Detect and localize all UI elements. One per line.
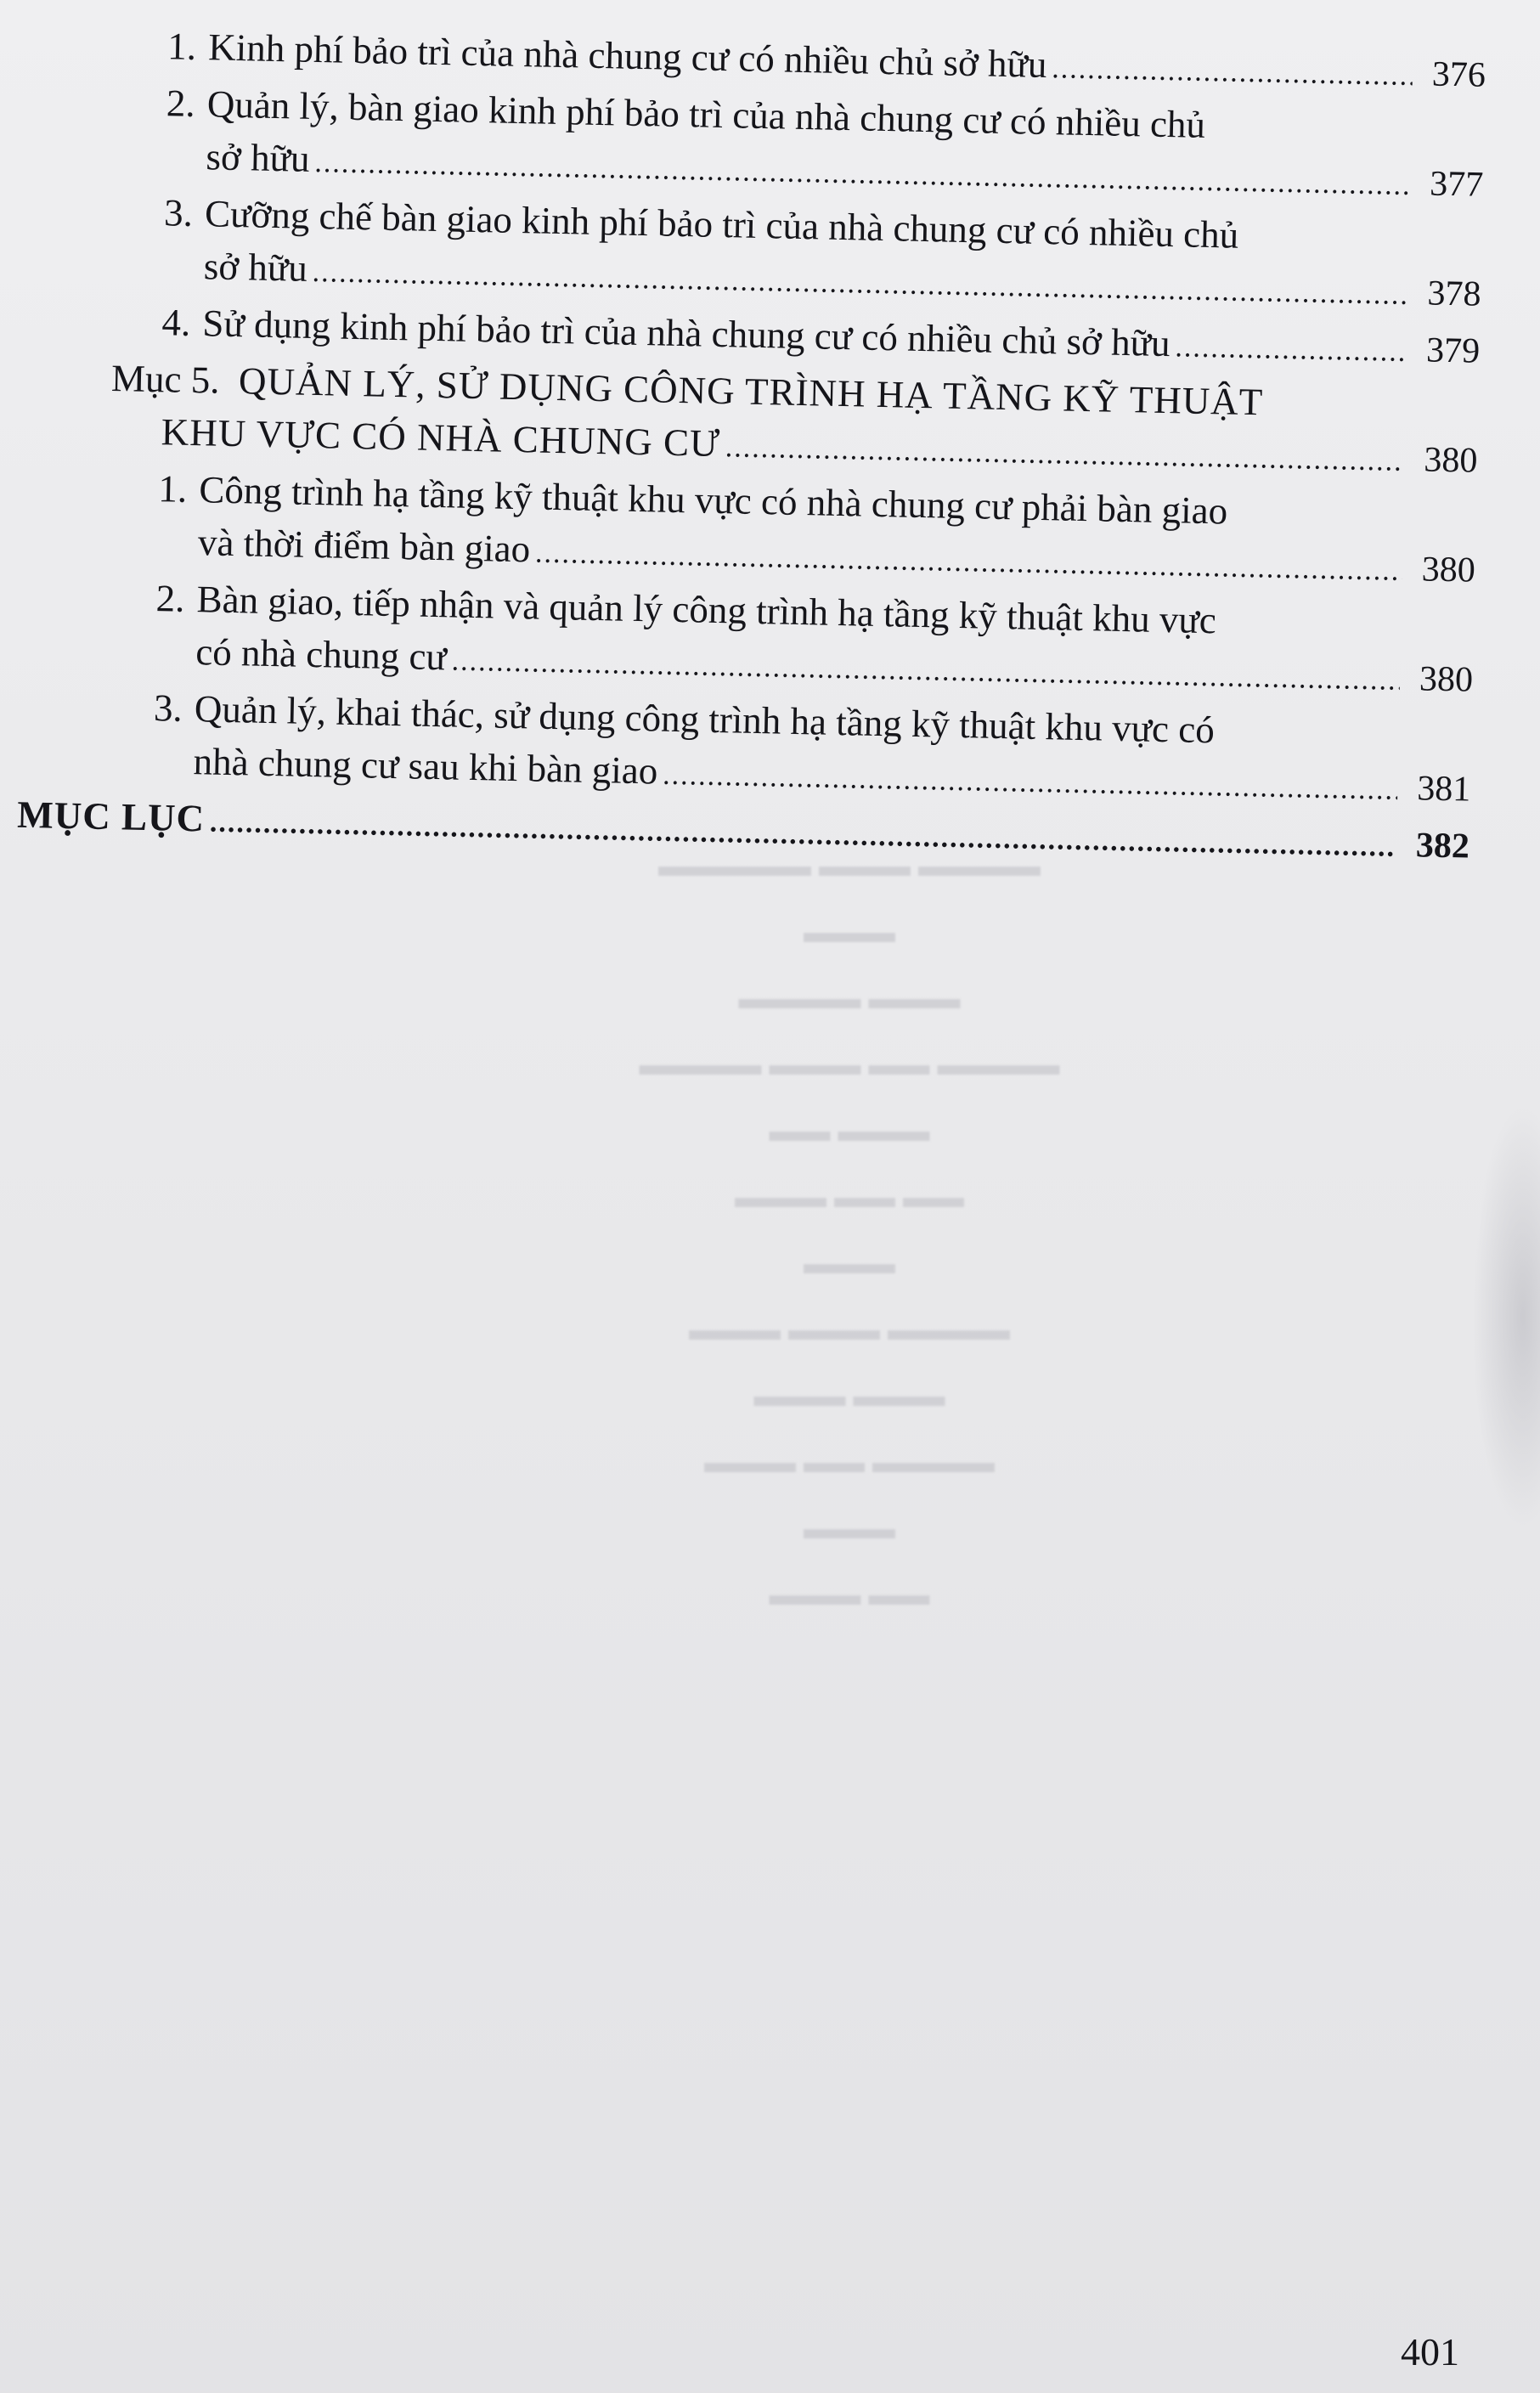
toc-entry-title-cont: sở hữu bbox=[206, 135, 311, 180]
dot-leader bbox=[1052, 42, 1413, 103]
toc-entry-page: 376 bbox=[1431, 54, 1486, 95]
page-shadow bbox=[1472, 1104, 1540, 1529]
toc-entry-title-cont: nhà chung cư sau khi bàn giao bbox=[193, 740, 658, 793]
toc-entry-title: Quản lý, khai thác, sử dụng công trình hạ tầng kỹ thuật khu vực có bbox=[194, 687, 1216, 752]
toc-entry-title-cont: có nhà chung cư bbox=[195, 630, 448, 679]
section-label: Mục 5. bbox=[110, 357, 221, 402]
toc-entry-number: 1. bbox=[166, 25, 197, 69]
toc-entry-number: 2. bbox=[166, 82, 196, 125]
toc-entry-number: 4. bbox=[161, 301, 191, 344]
toc-entry-title: Sử dụng kinh phí bảo trì của nhà chung cư có nhiều chủ sở hữu bbox=[201, 302, 1171, 365]
toc-entry-page: 380 bbox=[1419, 659, 1474, 700]
toc-entry-title: Bàn giao, tiếp nhận và quản lý công trình hạ tầng kỹ thuật khu vực bbox=[196, 578, 1217, 642]
section-title-cont: KHU VỰC CÓ NHÀ CHUNG CƯ bbox=[161, 410, 721, 466]
toc-final-page: 382 bbox=[1415, 826, 1470, 866]
table-of-contents bbox=[17, 17, 1486, 876]
toc-entry-title-cont: và thời điểm bàn giao bbox=[197, 521, 531, 571]
toc-final-title: MỤC LỤC bbox=[16, 793, 206, 840]
toc-entry-title-cont: sở hữu bbox=[203, 245, 308, 290]
toc-entry-number: 2. bbox=[155, 577, 185, 620]
toc-entry-title: Công trình hạ tầng kỹ thuật khu vực có nhà chung cư phải bàn giao bbox=[198, 468, 1228, 533]
dot-leader bbox=[1175, 321, 1407, 379]
toc-entry-page: 380 bbox=[1421, 550, 1476, 590]
toc-entry-number: 3. bbox=[153, 686, 183, 730]
bleed-through-texture: ▬▬▬▬ ▬▬▬ ▬▬▬▬▬ ▬▬▬ ▬▬▬ ▬▬▬▬ ▬▬▬▬ ▬▬ ▬▬▬ ▬▬▬▬ ▬▬▬ ▬▬ ▬▬ ▬▬ ▬▬▬ ▬▬▬ ▬▬▬▬ ▬▬▬ ▬▬▬ ▬▬▬ ▬▬▬ ▬▬▬▬ ▬▬ ▬▬▬ ▬▬▬ ▬▬ ▬▬▬ bbox=[639, 849, 1060, 1611]
toc-entry-page: 381 bbox=[1416, 769, 1471, 810]
toc-entry-number: 3. bbox=[163, 191, 194, 234]
toc-entry-page: 378 bbox=[1427, 274, 1482, 314]
toc-entry-page: 379 bbox=[1425, 330, 1481, 371]
toc-entry-title: Kinh phí bảo trì của nhà chung cư có nhiều chủ sở hữu bbox=[207, 25, 1047, 86]
toc-entry-number: 1. bbox=[157, 467, 188, 511]
toc-entry-title: Quản lý, bàn giao kinh phí bảo trì của nhà chung cư có nhiều chủ bbox=[206, 82, 1206, 146]
toc-entry-page: 377 bbox=[1429, 164, 1484, 205]
section-title: QUẢN LÝ, SỬ DỤNG CÔNG TRÌNH HẠ TẦNG KỸ THUẬT bbox=[238, 359, 1264, 424]
page-number: 401 bbox=[1401, 2330, 1459, 2373]
toc-entry-title: Cưỡng chế bàn giao kinh phí bảo trì của nhà chung cư có nhiều chủ bbox=[204, 192, 1239, 257]
section-page: 380 bbox=[1423, 440, 1478, 481]
